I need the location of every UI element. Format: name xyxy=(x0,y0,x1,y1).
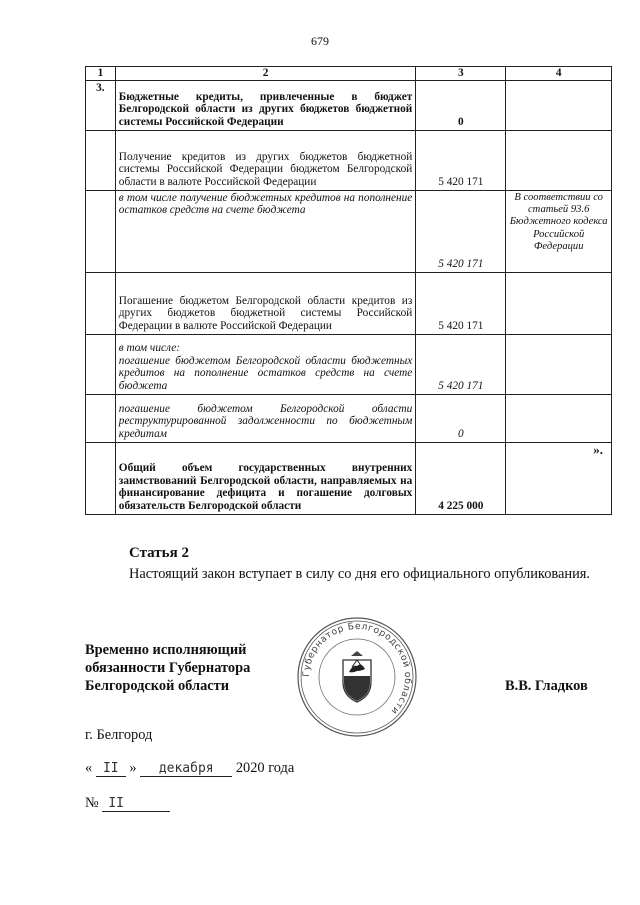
table-row xyxy=(86,334,612,394)
table-row xyxy=(86,80,612,130)
date-year: 2020 года xyxy=(235,760,295,776)
row-value: 5 420 171 xyxy=(416,272,506,334)
row-note xyxy=(506,130,612,190)
row-note xyxy=(506,334,612,394)
row-value: 5 420 171 xyxy=(416,334,506,394)
seal-text: Губернатор Белгородской области xyxy=(300,620,414,717)
number-value: II xyxy=(102,796,170,812)
signer-title-line: обязанности Губернатора xyxy=(85,660,251,676)
signer-block xyxy=(85,641,250,695)
header-cell-3: 3 xyxy=(416,67,506,81)
city: г. Белгород xyxy=(85,727,153,743)
row-number xyxy=(86,130,116,190)
header-cell-4: 4 xyxy=(506,67,612,81)
article-text: Настоящий закон вступает в силу со дня его официального опубликования. xyxy=(129,566,590,582)
row-value: 5 420 171 xyxy=(416,130,506,190)
row-number xyxy=(86,272,116,334)
row-text: Получение кредитов из других бюджетов бюджетной системы Российской Федерации бюджетом Белгородской области в валюте Российской Федерации xyxy=(115,130,416,190)
closing-quote: ». xyxy=(506,442,612,514)
table-header-row xyxy=(86,67,612,81)
coat-of-arms-icon xyxy=(343,651,371,702)
number-label: № xyxy=(85,795,99,811)
date-open-quote: « xyxy=(85,760,93,776)
row-number: 3. xyxy=(86,80,116,130)
row-text-intro: в том числе: xyxy=(118,342,180,355)
signer-name: В.В. Гладков xyxy=(505,678,588,694)
signer-title-line: Белгородской области xyxy=(85,678,230,694)
table-row xyxy=(86,130,612,190)
row-note xyxy=(506,80,612,130)
row-number xyxy=(86,394,116,442)
row-number xyxy=(86,334,116,394)
table-row xyxy=(86,272,612,334)
date-month: декабря xyxy=(140,761,232,777)
page-number: 679 xyxy=(311,34,329,48)
header-cell-2: 2 xyxy=(115,67,416,81)
date-day: II xyxy=(96,761,126,777)
row-text: Бюджетные кредиты, привлеченные в бюджет Белгородской области из других бюджетов бюджетной системы Российской Федерации xyxy=(115,80,416,130)
row-value: 0 xyxy=(416,80,506,130)
row-text: погашение бюджетом Белгородской области реструктурированной задолженности по бюджетным кредитам xyxy=(115,394,416,442)
row-text: погашение бюджетом Белгородской области бюджетных кредитов на пополнение остатков средств на счете бюджета xyxy=(118,354,413,392)
row-text: в том числе получение бюджетных кредитов на пополнение остатков средств на счете бюджета xyxy=(115,190,416,272)
signer-title-line: Временно исполняющий xyxy=(85,642,247,658)
row-note: В соответствии со статьей 93.6 Бюджетного кодекса Российской Федерации xyxy=(506,190,612,272)
budget-table xyxy=(85,66,612,515)
row-text: Общий объем государственных внутренних заимствований Белгородской области, направляемых на финансирование дефицита и погашение долговых обязательств Белгородской области xyxy=(115,442,416,514)
date-close-quote: » xyxy=(129,760,137,776)
row-number xyxy=(86,190,116,272)
row-value: 4 225 000 xyxy=(416,442,506,514)
article-title: Статья 2 xyxy=(129,545,189,561)
row-value: 5 420 171 xyxy=(416,190,506,272)
row-value: 0 xyxy=(416,394,506,442)
row-note xyxy=(506,272,612,334)
table-row xyxy=(86,442,612,514)
row-note xyxy=(506,394,612,442)
official-seal xyxy=(296,616,418,738)
row-text: Погашение бюджетом Белгородской области кредитов из других бюджетов бюджетной системы Российской Федерации в валюте Российской Федерации xyxy=(115,272,416,334)
row-text-cell xyxy=(115,334,416,394)
document-number xyxy=(85,795,170,812)
date-line xyxy=(85,760,294,777)
row-number xyxy=(86,442,116,514)
table-row xyxy=(86,190,612,272)
table-row xyxy=(86,394,612,442)
header-cell-1: 1 xyxy=(86,67,116,81)
